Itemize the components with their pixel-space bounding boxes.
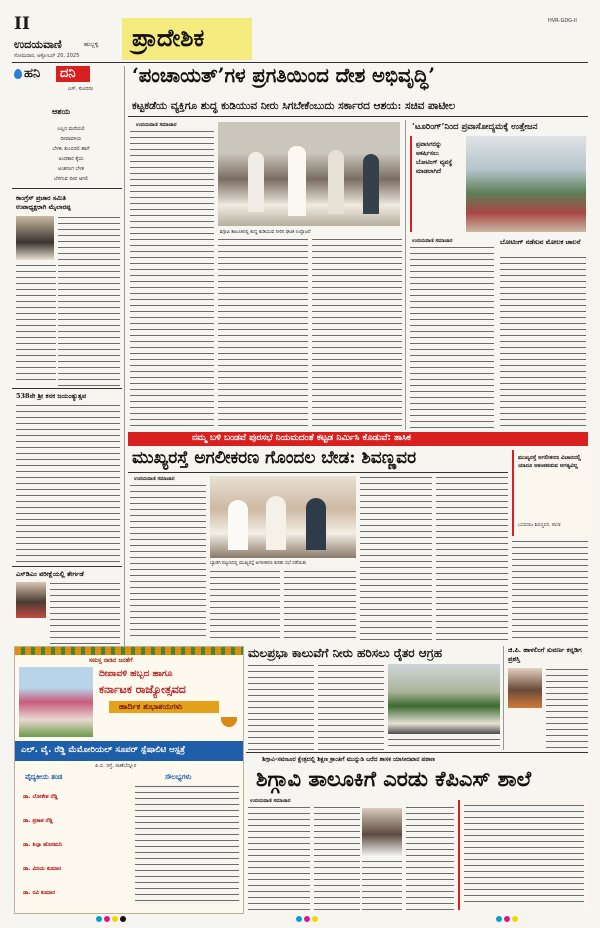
- poem-line: ಎಲ್ಲರ ಮನೆಯಲಿ: [57, 126, 85, 132]
- middle-col-4: [360, 476, 432, 640]
- farmers-col-1: [248, 664, 314, 750]
- middle-col-2: [210, 570, 280, 640]
- column-rule: [503, 646, 504, 750]
- side-second-heading: ಬೋಟಿಂಗ್ ನಡೆಸುವ ಮೋಲಕ ಚಾಲನೆ: [500, 238, 581, 246]
- farmers-caption: [388, 738, 500, 750]
- farmers-photo: [388, 664, 500, 734]
- ad-doctor: ಡಾ. ರವಿ ಕುಮಾರ: [23, 890, 56, 896]
- ad-garland: [15, 647, 243, 655]
- side-dateline: ಉದಯವಾಣಿ ಸಮಾಚಾರ: [412, 238, 453, 244]
- bottom-photo: [362, 808, 402, 856]
- ad-doctors-heading: ವೈದ್ಯಕೀಯ ತಂಡ: [25, 773, 63, 781]
- middle-col-3: [284, 570, 356, 640]
- aashaya-heading: ಆಶಯ: [52, 106, 71, 116]
- hospital-ad: [14, 646, 244, 914]
- bottom-rule: [246, 752, 588, 753]
- edition-name: ಹುಬ್ಬಳ್ಳಿ: [84, 41, 99, 48]
- registration-marks: [0, 914, 600, 926]
- ad-doctor: ಡಾ. ವಿನಯ ಕುಮಾರ: [23, 866, 62, 872]
- middle-col-6: [512, 540, 588, 640]
- middle-col-1: [130, 484, 206, 640]
- ad-doctor-list: [23, 785, 127, 905]
- ad-doctor: ಡಾ. ಲೋಕೇಶ ರೆಡ್ಡಿ: [23, 794, 58, 800]
- poem-line: ಬೆಳಕು ತುಂಬಿರಲಿ ಹಾಗೆ: [52, 146, 90, 152]
- bottom-col-4: [406, 806, 454, 910]
- ad-lamp-icon: [221, 717, 237, 727]
- lead-subheadline: ಕಟ್ಟಕಡೆಯ ವ್ಯಕ್ತಿಗೂ ಶುದ್ಧ ಕುಡಿಯುವ ನೀರು ಸಿಗಬೇಕೆಂಬುದು ಸರ್ಕಾರದ ಆಶಯ: ಸಚಿವ ಪಾಟೀಲ: [132, 100, 456, 112]
- registration-dot: [104, 916, 110, 922]
- middle-photo-caption: ಬ್ಯಾಡಗಿ ಪಟ್ಟಣದಲ್ಲಿ ಮುಖ್ಯರಸ್ತೆ ಅಗಲೀಕರಣ ಕುರಿತು ಸಭೆ ನಡೆಯಿತು: [210, 561, 307, 566]
- bottom-headline: ಶಿಗ್ಗಾವಿ ತಾಲೂಕಿಗೆ ಎರಡು ಕೆಪಿಎಸ್ ಶಾಲೆ: [256, 766, 532, 791]
- bottom-sidebar-text: [464, 804, 584, 906]
- drop-icon: [14, 69, 22, 79]
- section-title: ಪ್ರಾದೇಶಿಕ: [132, 23, 205, 52]
- lead-dateline: ಉದಯವಾಣಿ ಸಮಾಚಾರ: [136, 122, 177, 128]
- poem-line: ಅಂತರಂಗ ಬೆಳಕ: [58, 166, 84, 172]
- registration-dot: [96, 916, 102, 922]
- middle-col-5: [436, 476, 508, 640]
- lead-col-2: [218, 238, 308, 430]
- ad-hospital-photo: [19, 667, 93, 737]
- ad-doctor: ಡಾ. ಪ್ರಕಾಶ ರೆಡ್ಡಿ: [23, 818, 53, 824]
- page-code: HVR-GDG-II: [548, 18, 577, 24]
- side-photo: [466, 136, 586, 232]
- middle-photo: [210, 476, 356, 558]
- registration-dot: [304, 916, 310, 922]
- byline: ಎಸ್. ಸುಂದರಂ: [68, 86, 94, 92]
- middle-quote: ಮುಖ್ಯರಸ್ತೆ ಅಗಲೀಕರಣ ವಿಚಾರದಲ್ಲಿ ಯಾರೂ ಆತಂಕಪಡುವ ಅಗತ್ಯವಿಲ್ಲ: [518, 455, 581, 469]
- farmers-headline: ಮಲಪ್ರಭಾ ಕಾಲುವೆಗೆ ನೀರು ಹರಿಸಲು ರೈತರ ಆಗ್ರಹ: [248, 646, 443, 660]
- story2-text: [16, 404, 120, 564]
- middle-photo-figure: [228, 500, 248, 550]
- story1-text-2: [16, 264, 56, 384]
- lead-rule: [128, 116, 588, 117]
- middle-quote-author: ಬಸವರಾಜ ಶಿವಣ್ಣವರ, ಶಾಸಕ: [518, 523, 561, 528]
- ad-greeting: ಸಮಸ್ತ ನಾಡಿನ ಜನತೆಗೆ: [89, 657, 133, 664]
- lead-col-1: [130, 130, 214, 430]
- ad-rajyotsava-line: ಕರ್ನಾಟಕ ರಾಜ್ಯೋತ್ಸವದ: [99, 683, 186, 696]
- side-headline: ‘ಟೂರಿಂಗ್’ನಿಂದ ಪ್ರವಾಸೋದ್ಯಮಕ್ಕೆ ಉತ್ತೇಜನ: [412, 122, 538, 132]
- middle-photo-figure: [306, 498, 326, 550]
- middle-rule: [128, 472, 508, 473]
- middle-headline: ಮುಖ್ಯರಸ್ತೆ ಅಗಲೀಕರಣ ಗೊಂದಲ ಬೇಡ: ಶಿವಣ್ಣವರ: [132, 448, 417, 468]
- middle-photo-figure: [266, 496, 286, 550]
- lead-col-3: [312, 238, 402, 430]
- story2-heading: 538ನೇ ಶ್ರೀ ಕನಕ ಜಯಂತ್ಯುತ್ಸವ: [16, 392, 87, 400]
- page-number: II: [14, 14, 30, 34]
- ad-services-list: [135, 785, 239, 905]
- side-col-2: [500, 256, 586, 430]
- aashaya-poem: [30, 124, 112, 184]
- registration-dot: [496, 916, 502, 922]
- lead-photo-figure: [363, 154, 379, 214]
- story3-heading: ಎಸ್‌ಡಿಎಂ ಪರೀಕ್ಷೆಯಲ್ಲಿ ತೇರ್ಗಡೆ: [16, 570, 84, 578]
- divider: [12, 188, 122, 189]
- bottom-col-1: [248, 806, 310, 910]
- divider: [12, 388, 122, 389]
- brand-prefix: ಹನಿ: [24, 66, 41, 81]
- bottom-col-3: [362, 860, 402, 910]
- right-small-headline: ಜಿ.ಪಿ. ಹಾಳಲಿಂಗೆ ಸುವರ್ಣ ಕನ್ನಡಿಗ ಪ್ರಶಸ್ತಿ: [508, 646, 582, 663]
- registration-dot: [112, 916, 118, 922]
- ad-address: ಪಿ.ಬಿ. ರಸ್ತೆ, ರಾಣೆಬೆನ್ನೂರ: [95, 763, 137, 769]
- masthead-rule: [12, 62, 588, 63]
- registration-dot: [512, 916, 518, 922]
- middle-dateline: ಉದಯವಾಣಿ ಸಮಾಚಾರ: [134, 476, 175, 482]
- paper-name: ಉದಯವಾಣಿ: [14, 38, 62, 51]
- bottom-col-2: [314, 806, 360, 910]
- right-small-text: [546, 668, 588, 748]
- story1-heading: ಕಾಂಗ್ರೆಸ್ ಪ್ರಚಾರ ಸಮಿತಿ: [16, 194, 66, 202]
- lead-photo-caption: ಶಿಗ್ಗಾವಿ ತಾಲೂಕಿನಲ್ಲಿ ಶುದ್ಧ ಕುಡಿಯುವ ನೀರಿನ ಘಟಕ ಉದ್ಘಾಟನೆ: [220, 230, 311, 235]
- bottom-dateline: ಉದಯವಾಣಿ ಸಮಾಚಾರ: [250, 798, 291, 804]
- story3-text: [50, 582, 120, 644]
- farmers-col-2: [318, 664, 384, 750]
- story1-photo: [16, 216, 54, 260]
- middle-kicker: ನಮ್ಮ ಬಳಿ ಬಂಡವೆ ಪುರಸಭೆ ನಿಯಮದಂತೆ ಕಟ್ಟಡ ನಿರ್ಮಿಸಿ ಕೊಡುವೆ: ತಾಸಿಕ: [192, 433, 411, 443]
- registration-dot: [296, 916, 302, 922]
- ad-hospital-name: ಎಲ್. ವೈ. ರೆಡ್ಡಿ ಮೆಮೋರಿಯಲ್ ಸೂಪರ್ ಸ್ಪೆಷಾಲಿಟಿ ಆಸ್ಪತ್ರೆ: [21, 745, 186, 755]
- poem-line: ಬೆಳಗುವ ದೀಪ ಆಗಲಿ: [53, 176, 89, 182]
- right-small-photo: [508, 668, 542, 708]
- column-rule: [405, 120, 406, 430]
- ad-services-heading: ಸೌಲಭ್ಯಗಳು: [165, 773, 192, 781]
- lead-photo-figure: [248, 152, 264, 212]
- side-pull-quote: ಪ್ರವಾಸಿಗರನ್ನು ಆಕರ್ಷಿಸಲು ಬೋಟಿಂಗ್ ವ್ಯವಸ್ಥೆ ಮಾಡಲಾಗಿದೆ: [416, 141, 453, 175]
- poem-line: ಅಂಧಕಾರ ಕೈಯ: [58, 156, 84, 162]
- left-column: [12, 66, 122, 646]
- ad-festival-line: ದೀಪಾವಳಿ ಹಬ್ಬದ ಹಾಗೂ: [99, 669, 173, 679]
- side-col-1: [410, 246, 494, 430]
- lead-photo: [218, 122, 400, 226]
- story1-subheading: ಉಪಾಧ್ಯಕ್ಷರಾಗಿ ಮೈಲಾರಪ್ಪ: [16, 203, 71, 211]
- date-line: ಸೋಮವಾರ, ಅಕ್ಟೋಬರ್ 20, 2025: [14, 53, 80, 59]
- registration-dot: [312, 916, 318, 922]
- lead-photo-figure: [288, 146, 306, 216]
- lead-headline: ‘ಪಂಚಾಯತ್’ಗಳ ಪ್ರಗತಿಯಿಂದ ದೇಶ ಅಭಿವೃದ್ಧಿ’: [132, 64, 436, 87]
- story1-text: [58, 216, 120, 386]
- registration-dot: [120, 916, 126, 922]
- bottom-kicker: ಶಿಗ್ಗಾವಿ-ಸವಣೂರ ಕ್ಷೇತ್ರದಲ್ಲಿ ಶಿಕ್ಷಣ ಕ್ರಾಂತಿಗೆ ಮುನ್ನುಡಿ ಬರೆದ ಶಾಸಕ ಯಾಸೀರಖಾನ ಪಠಾಣ: [262, 756, 435, 763]
- lead-photo-figure: [328, 150, 344, 214]
- ad-wishes: ಹಾರ್ದಿಕ ಶುಭಾಶಯಗಳು: [119, 702, 183, 711]
- divider: [12, 566, 122, 567]
- story3-photo: [16, 582, 46, 618]
- registration-dot: [504, 916, 510, 922]
- ad-doctor: ಡಾ. ಶಿಲ್ಪಾ ಹೊಸಮನಿ: [23, 842, 63, 848]
- column-rule: [124, 66, 125, 646]
- poem-line: ದೀಪಾವಳಿಯ: [60, 136, 82, 142]
- brand-suffix: ದನಿ: [60, 66, 76, 81]
